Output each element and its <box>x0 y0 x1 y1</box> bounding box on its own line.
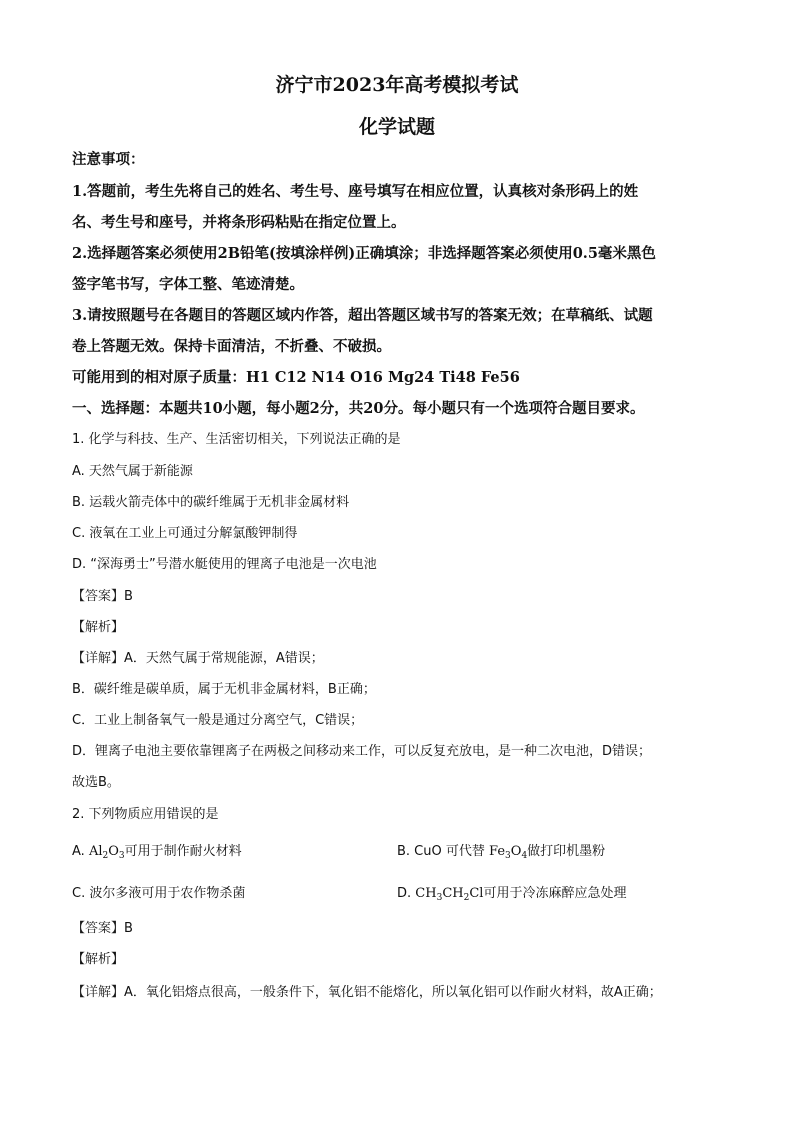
option-b-text: 做打印机墨粉 <box>527 844 606 859</box>
q2-option-b <box>397 843 605 861</box>
note-1-line-2: 名、考生号和座号，并将条形码粘贴在指定位置上。 <box>72 214 406 231</box>
q1-detail-a <box>72 650 324 668</box>
option-b-label: B. CuO 可代替 <box>397 844 485 859</box>
q2-analysis-tag: 【解析】 <box>72 952 125 967</box>
option-a-label: A. <box>72 844 85 859</box>
exam-subtitle: 化学试题 <box>358 116 435 138</box>
q1-option-b: B. 运载火箭壳体中的碳纤维属于无机非金属材料 <box>72 495 350 510</box>
answer-value: B <box>124 921 133 936</box>
q2-detail-a <box>72 984 662 1002</box>
notes-heading: 注意事项： <box>72 151 145 168</box>
note-3-line-2: 卷上答题无效。保持卡面清洁，不折叠、不破损。 <box>72 338 391 355</box>
detail-tag: 【详解】 <box>72 651 125 666</box>
q2-option-c: C. 波尔多液可用于农作物杀菌 <box>72 886 246 901</box>
exam-title: 济宁市2023年高考模拟考试 <box>275 74 519 96</box>
q1-option-c: C. 液氧在工业上可通过分解氯酸钾制得 <box>72 526 298 541</box>
q1-detail-b: B．碳纤维是碳单质，属于无机非金属材料，B正确； <box>72 682 376 697</box>
q2-option-d <box>397 885 626 903</box>
q1-option-a: A. 天然气属于新能源 <box>72 464 193 479</box>
q2-option-a <box>72 843 242 861</box>
detail-tag: 【详解】 <box>72 985 125 1000</box>
answer-tag: 【答案】 <box>72 589 125 604</box>
option-a-text: 可用于制作耐火材料 <box>124 844 242 859</box>
formula-fe3o4: $Fe_3O_4$ <box>489 844 528 861</box>
formula-al2o3: $Al_2O_3$ <box>88 844 125 861</box>
answer-tag: 【答案】 <box>72 921 125 936</box>
note-2-line-1: 2.选择题答案必须使用2B铅笔(按填涂样例)正确填涂；非选择题答案必须使用0.5毫米黑色 <box>72 245 656 262</box>
option-d-text: 可用于冷冻麻醉应急处理 <box>483 886 627 901</box>
atomic-masses: 可能用到的相对原子质量：H1 C12 N14 O16 Mg24 Ti48 Fe56 <box>72 369 520 386</box>
q1-option-d: D. “深海勇士”号潜水艇使用的锂离子电池是一次电池 <box>72 557 377 572</box>
note-1-line-1: 1.答题前，考生先将自己的姓名、考生号、座号填写在相应位置，认真核对条形码上的姓 <box>72 183 639 200</box>
q1-answer <box>72 588 133 606</box>
q1-conclusion: 故选B。 <box>72 775 120 790</box>
q1-analysis-tag: 【解析】 <box>72 620 125 635</box>
formula-ch3ch2cl: $CH_3CH_2Cl$ <box>415 886 484 903</box>
q2-answer <box>72 920 133 938</box>
option-d-label: D. <box>397 886 412 901</box>
q1-detail-c: C．工业上制备氧气一般是通过分离空气，C错误； <box>72 713 364 728</box>
note-2-line-2: 签字笔书写，字体工整、笔迹清楚。 <box>72 276 304 293</box>
q2-stem: 2. 下列物质应用错误的是 <box>72 807 219 822</box>
detail-text: A．氧化铝熔点很高，一般条件下，氧化铝不能熔化，所以氧化铝可以作耐火材料，故A正确； <box>124 985 662 1000</box>
detail-text: A．天然气属于常规能源，A错误； <box>124 651 324 666</box>
note-3-line-1: 3.请按照题号在各题目的答题区域内作答，超出答题区域书写的答案无效；在草稿纸、试题 <box>72 307 653 324</box>
section-heading: 一、选择题：本题共10小题，每小题2分，共20分。每小题只有一个选项符合题目要求。 <box>72 400 645 417</box>
q1-stem: 1. 化学与科技、生产、生活密切相关，下列说法正确的是 <box>72 432 401 447</box>
q1-detail-d: D．锂离子电池主要依靠锂离子在两极之间移动来工作，可以反复充放电，是一种二次电池，D错误； <box>72 744 652 759</box>
answer-value: B <box>124 589 133 604</box>
